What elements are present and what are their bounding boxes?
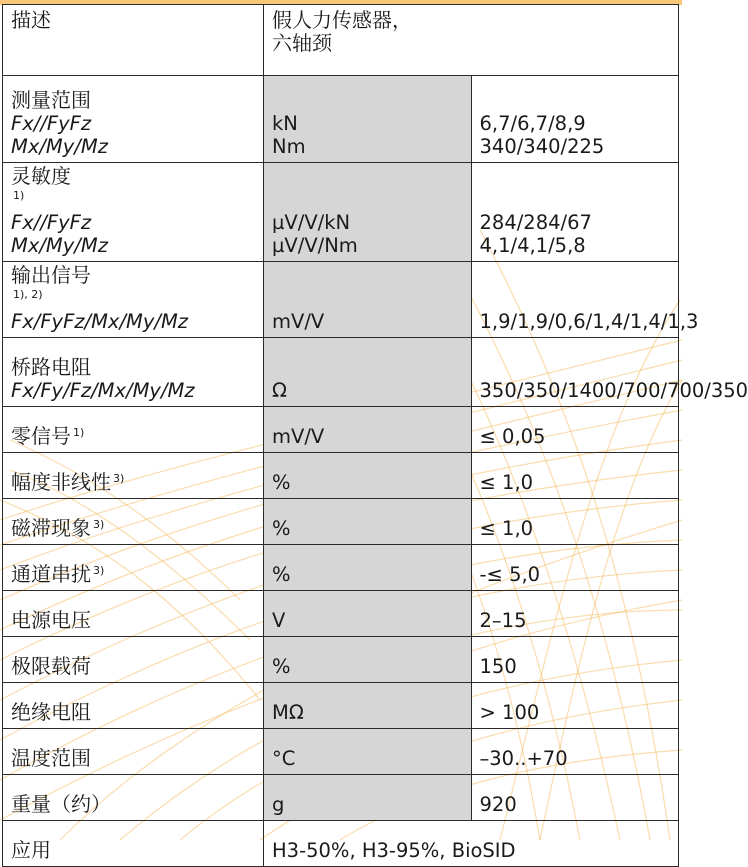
row-unit: µV/V/kN µV/V/Nm: [264, 163, 472, 262]
row-label: 温度范围: [3, 729, 264, 775]
row-label: 应用: [3, 821, 264, 867]
table-row: [3, 338, 679, 407]
row-value: 150: [471, 637, 679, 683]
row-label: 输出信号 $^{1), 2)}$ Fx/FyFz/Mx/My/Mz: [3, 262, 264, 338]
row-value: 920: [471, 775, 679, 821]
header-product: 假人力传感器， 六轴颈: [264, 5, 679, 76]
row-label: 灵敏度 $^{1)}$ Fx//FyFz Mx/My/Mz: [3, 163, 264, 262]
row-unit: mV/V: [264, 407, 472, 453]
table-row: [3, 775, 679, 821]
row-value: ≤ 1,0: [471, 453, 679, 499]
spec-table: [2, 4, 748, 867]
header-row: [3, 5, 679, 76]
row-unit: kN Nm: [264, 76, 472, 163]
row-label: 极限载荷: [3, 637, 264, 683]
row-label: 桥路电阻 Fx/Fy/Fz/Mx/My/Mz: [3, 338, 264, 407]
row-value: 6,7/6,7/8,9 340/340/225: [471, 76, 679, 163]
row-value: 284/284/67 4,1/4,1/5,8: [471, 163, 679, 262]
row-label: 测量范围 Fx//FyFz Mx/My/Mz: [3, 76, 264, 163]
row-label: 电源电压: [3, 591, 264, 637]
row-value: –30..+70: [471, 729, 679, 775]
row-value: H3-50%, H3-95%, BioSID: [264, 821, 679, 867]
row-label: 绝缘电阻: [3, 683, 264, 729]
row-value: -≤ 5,0: [471, 545, 679, 591]
row-unit: °C: [264, 729, 472, 775]
row-unit: MΩ: [264, 683, 472, 729]
row-value: 2–15: [471, 591, 679, 637]
row-unit: g: [264, 775, 472, 821]
row-unit: mV/V: [264, 262, 472, 338]
table-row: [3, 163, 679, 262]
row-label: 重量（约）: [3, 775, 264, 821]
row-value: > 100: [471, 683, 679, 729]
row-value: ≤ 0,05: [471, 407, 679, 453]
row-unit: %: [264, 545, 472, 591]
row-label: 零信号 $^{1)}$: [3, 407, 264, 453]
row-unit: V: [264, 591, 472, 637]
table-row: [3, 407, 679, 453]
row-unit: Ω: [264, 338, 472, 407]
row-label: 通道串扰 $^{3)}$: [3, 545, 264, 591]
row-unit: %: [264, 637, 472, 683]
table-row: [3, 683, 679, 729]
row-value: 350/350/1400/700/700/350: [471, 338, 679, 407]
row-label: 幅度非线性 $^{3)}$: [3, 453, 264, 499]
table-row: [3, 637, 679, 683]
table-row: [3, 821, 679, 867]
table-row: [3, 545, 679, 591]
table-row: [3, 499, 679, 545]
table-row: [3, 591, 679, 637]
row-unit: %: [264, 499, 472, 545]
row-value: ≤ 1,0: [471, 499, 679, 545]
header-description: 描述: [3, 5, 264, 76]
table-row: [3, 453, 679, 499]
table-row: [3, 262, 679, 338]
row-value: 1,9/1,9/0,6/1,4/1,4/1,3: [471, 262, 679, 338]
table-row: [3, 76, 679, 163]
row-label: 磁滞现象 $^{3)}$: [3, 499, 264, 545]
table-row: [3, 729, 679, 775]
row-unit: %: [264, 453, 472, 499]
